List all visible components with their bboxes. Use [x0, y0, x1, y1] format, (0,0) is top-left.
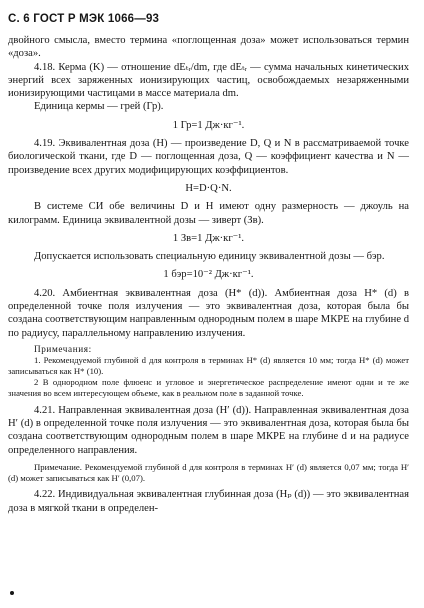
paragraph-continuation: двойного смысла, вместо термина «поглощенная доза» может использоваться термин «доза». [8, 35, 409, 60]
paragraph-4-20: 4.20. Амбиентная эквивалентная доза (H* (d)). Амбиентная доза H* (d) в определенной точке поля излучения — это эквивалентная доза, которая была бы создана соответствующим направленным однородным полем в шаре МКРЕ на глубине d по радиусу, параллельному направлению излучения. [8, 287, 409, 339]
note-1: 1. Рекомендуемой глубиной d для контроля в терминах H* (d) является 10 мм; тогда H* (d) может записываться как H* (10). [8, 355, 409, 377]
formula-sievert: 1 Зв=1 Дж·кг⁻¹. [172, 232, 245, 244]
paragraph-4-22: 4.22. Индивидуальная эквивалентная глубинная доза (Hₚ (d)) — это эквивалентная доза в мягкой ткани в определен- [8, 489, 409, 514]
page-header: С. 6 ГОСТ Р МЭК 1066—93 [8, 13, 160, 25]
formula-gray: 1 Гр=1 Дж·кг⁻¹. [172, 119, 245, 131]
notes-heading: Примечания: [34, 343, 92, 354]
page-mark [10, 591, 14, 595]
paragraph-4-18: 4.18. Керма (K) — отношение dEₜᵣ/dm, где dEₜᵣ — сумма начальных кинетических энергий всех заряженных ионизирующих частиц, освобождаемых незаряженными ионизирующими частицами в массе материала dm. [8, 61, 409, 100]
paragraph-si-units: В системе СИ обе величины D и H имеют одну размерность — джоуль на килограмм. Единица эквивалентной дозы — зиверт (Зв). [8, 201, 409, 226]
paragraph-4-19: 4.19. Эквивалентная доза (H) — произведение D, Q и N в рассматриваемой точке биологической ткани, где D — поглощенная доза, Q — коэффициент качества и N — произведение всех других модифицирующих коэффициентов. [8, 138, 409, 176]
note-4-21: Примечание. Рекомендуемой глубиной d для контроля в терминах H′ (d) является 0,07 мм; тогда H′ (d) может записываться как H′ (0,07). [8, 461, 409, 483]
paragraph-4-21: 4.21. Направленная эквивалентная доза (H′ (d)). Направленная эквивалентная доза H′ (d) в определенной точке поля излучения — это эквивалентная доза, которая была бы создана соответствующим однородным полем в шаре МКРЕ на глубине d и на радиусе определенного направления. [8, 404, 409, 456]
formula-rem: 1 бэр=10⁻² Дж·кг⁻¹. [163, 269, 254, 281]
kerma-unit-text: Единица кермы — грей (Гр). [34, 101, 164, 113]
paragraph-rem: Допускается использовать специальную единицу эквивалентной дозы — бэр. [34, 251, 385, 263]
formula-equivalent-dose: H=D·Q·N. [185, 182, 232, 194]
note-2: 2 В однородном поле флюенс и угловое и энергетическое распределение имеют одни и те же значения во всем интересующем объеме, как в реальном поле в заданной точке. [8, 377, 409, 398]
document-body [8, 34, 409, 515]
